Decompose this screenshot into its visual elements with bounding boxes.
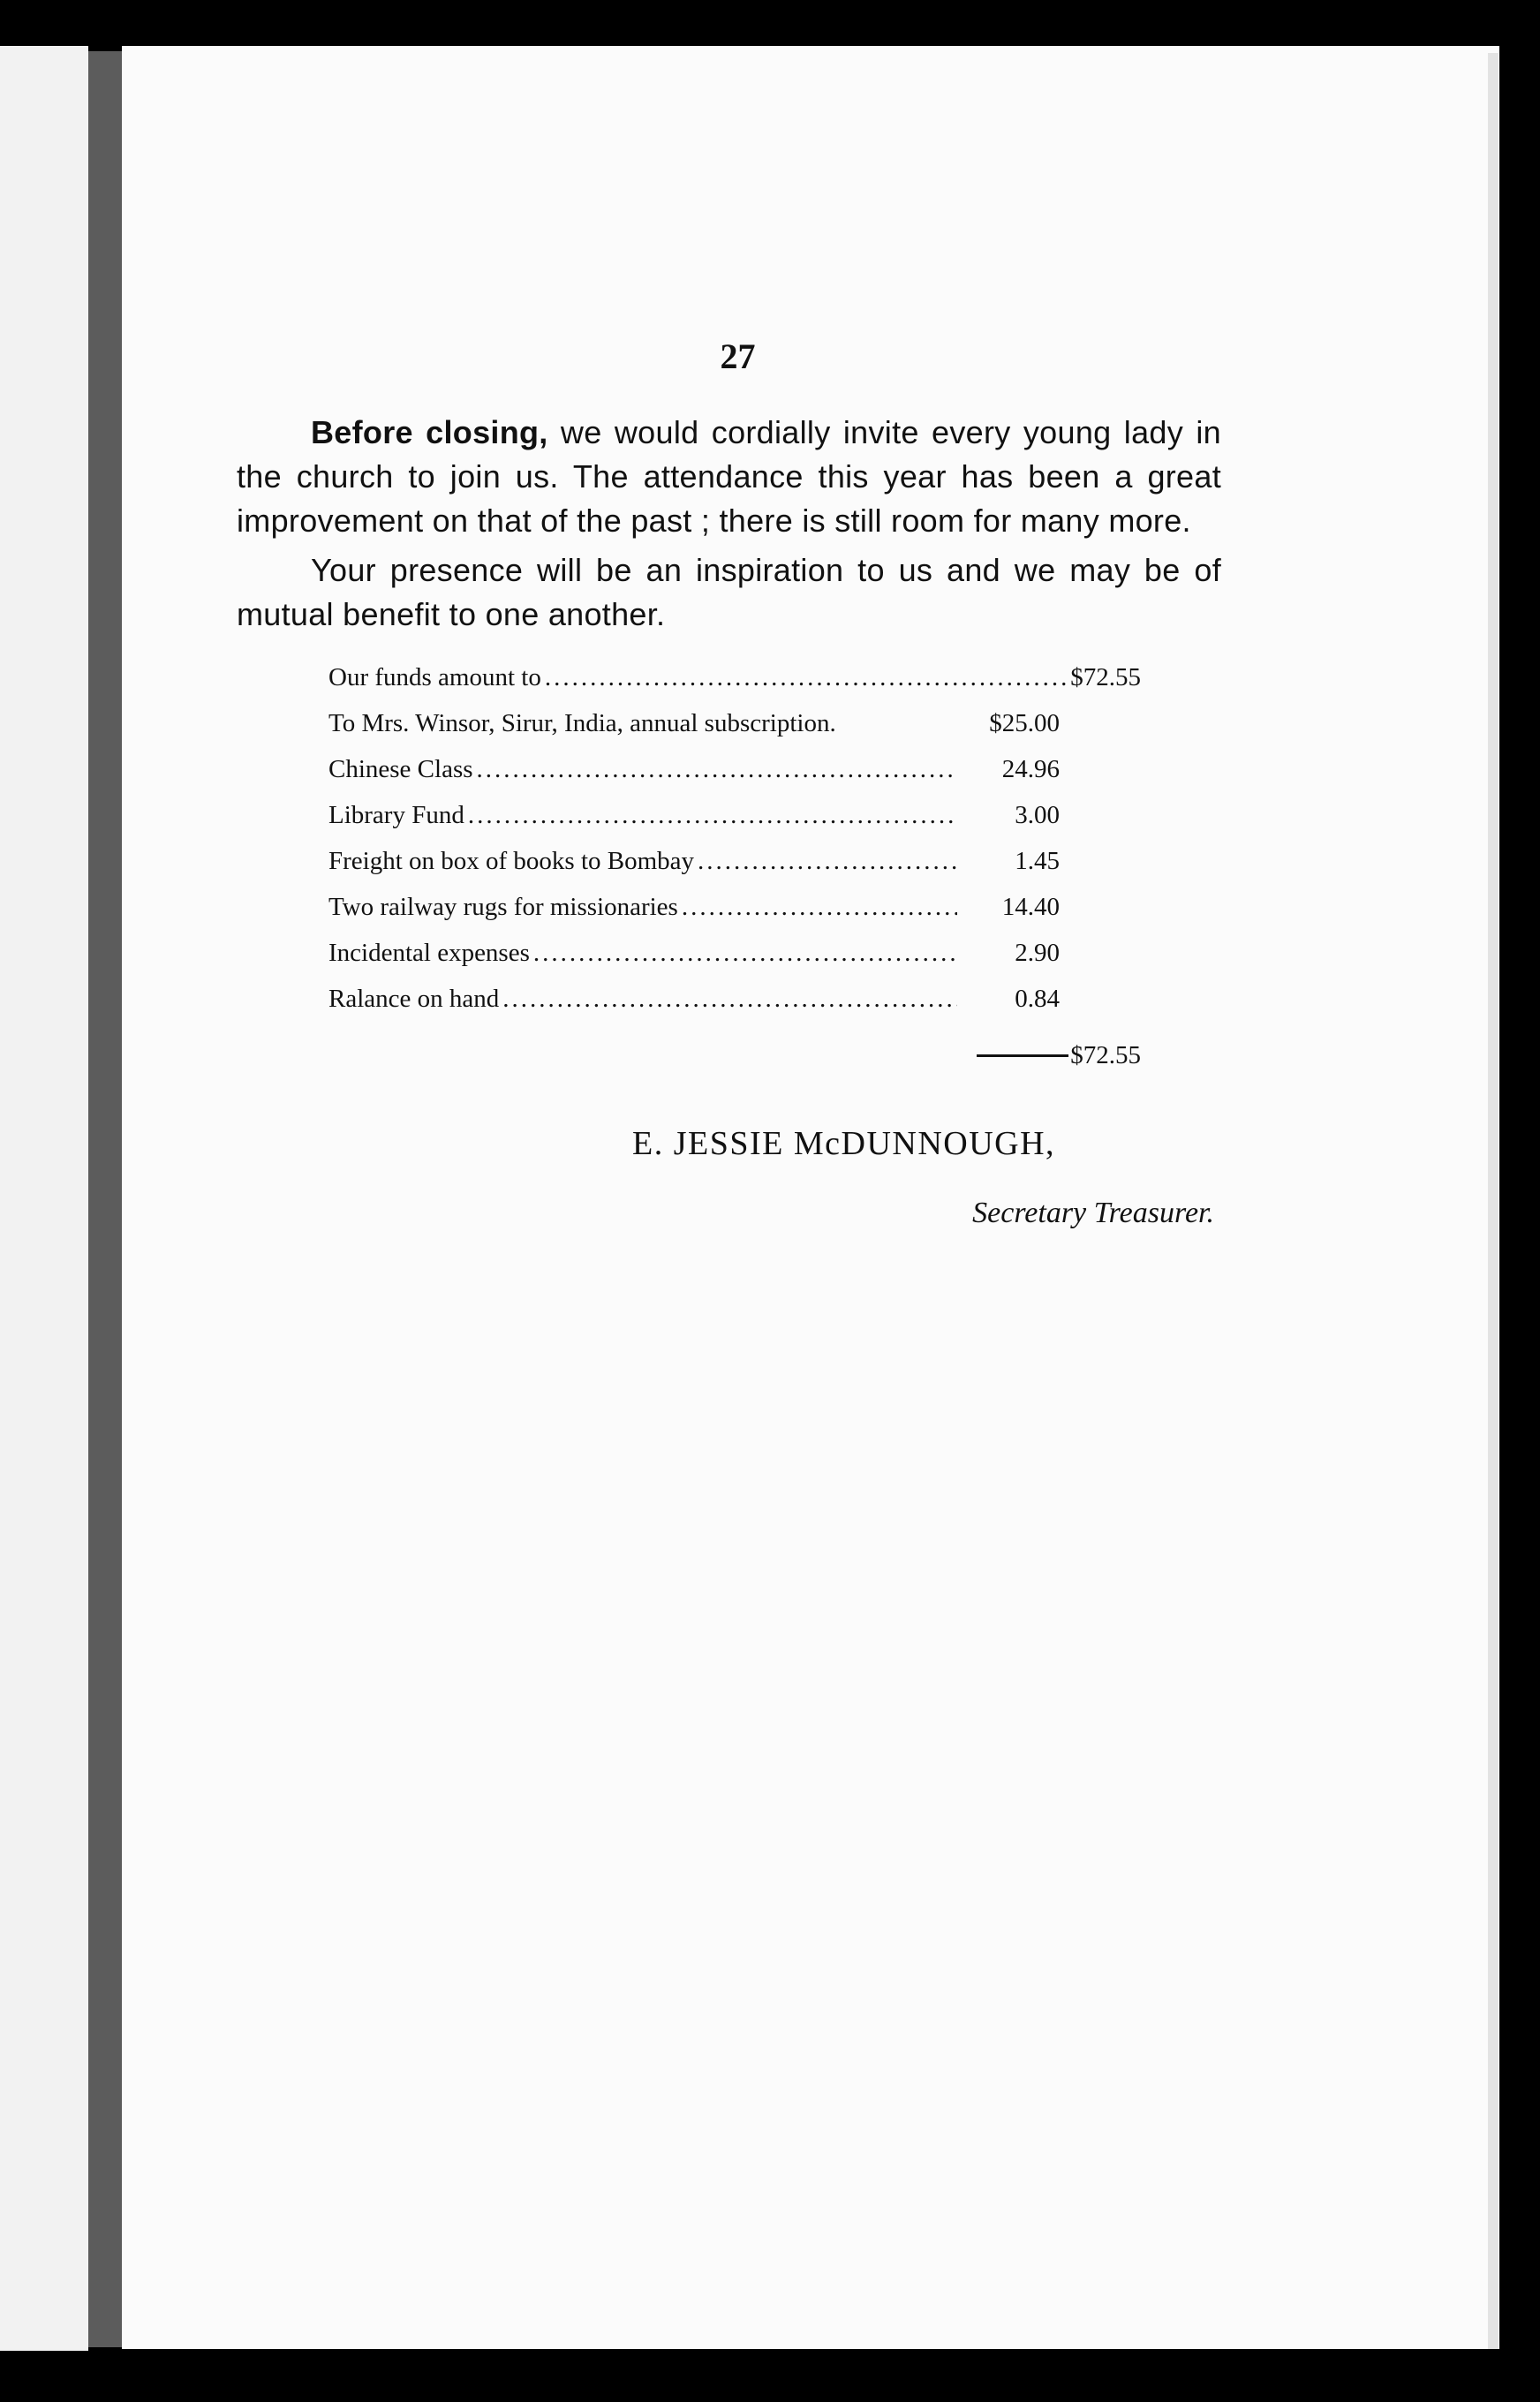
- ledger-amount: 14.40: [1001, 893, 1060, 921]
- ledger-amount: $25.00: [989, 709, 1060, 737]
- ledger-amount: 24.96: [1001, 755, 1060, 783]
- ledger-label: To Mrs. Winsor, Sirur, India, annual subscription.: [328, 709, 836, 737]
- leader-dots: [533, 939, 957, 968]
- previous-page-edge: [0, 46, 88, 2351]
- ledger-label: Library Fund: [328, 801, 464, 829]
- closing-paragraph-text: we would cordially invite every young lady in the church to join us. The attendance this year has been a great improvement on that of the past ; there is still room for many more.: [237, 414, 1221, 539]
- ledger-label: Freight on box of books to Bombay: [328, 847, 695, 875]
- ledger-amount: 1.45: [1015, 847, 1060, 875]
- closing-paragraph-lead: Before closing,: [311, 414, 548, 450]
- leader-dots: [698, 847, 957, 876]
- presence-paragraph: [237, 548, 1221, 637]
- ledger-label: Ralance on hand: [328, 985, 500, 1013]
- ledger-amount: 2.90: [1015, 939, 1060, 967]
- ledger-row: [328, 709, 1060, 755]
- leader-dots: [468, 801, 957, 830]
- ledger-amount: 0.84: [1015, 985, 1060, 1013]
- ledger-funds-row: [328, 663, 1141, 709]
- leader-dots: [545, 663, 1067, 692]
- signature-name: E. JESSIE McDUNNOUGH,: [632, 1125, 1056, 1162]
- ledger-total-row: [328, 1031, 1141, 1080]
- leader-dots: [477, 755, 957, 784]
- binding-strip: [88, 51, 122, 2347]
- ledger-amount: $72.55: [1070, 663, 1141, 691]
- page-number: 27: [720, 336, 756, 376]
- total-rule: [977, 1054, 1068, 1057]
- ledger-label: Incidental expenses: [328, 939, 530, 967]
- ledger-row: [328, 801, 1060, 847]
- closing-paragraph: [237, 411, 1221, 543]
- ledger-row: [328, 985, 1060, 1031]
- signature-title: Secretary Treasurer.: [972, 1197, 1214, 1229]
- ledger-label: Chinese Class: [328, 755, 473, 783]
- page-right-edge: [1488, 53, 1498, 2349]
- ledger-row: [328, 755, 1060, 801]
- presence-paragraph-text: Your presence will be an inspiration to us and we may be of mutual benefit to one another.: [237, 552, 1221, 632]
- ledger-total: $72.55: [1070, 1040, 1141, 1069]
- leader-dots: [502, 985, 957, 1014]
- funds-ledger: [328, 663, 1141, 1080]
- page-content: [237, 336, 1221, 1230]
- ledger-row: [328, 847, 1060, 893]
- leader-dots: [682, 893, 957, 922]
- ledger-row: [328, 939, 1060, 985]
- ledger-label: Two railway rugs for missionaries: [328, 893, 678, 921]
- ledger-row: [328, 893, 1060, 939]
- ledger-amount: 3.00: [1015, 801, 1060, 829]
- ledger-label: Our funds amount to: [328, 663, 541, 691]
